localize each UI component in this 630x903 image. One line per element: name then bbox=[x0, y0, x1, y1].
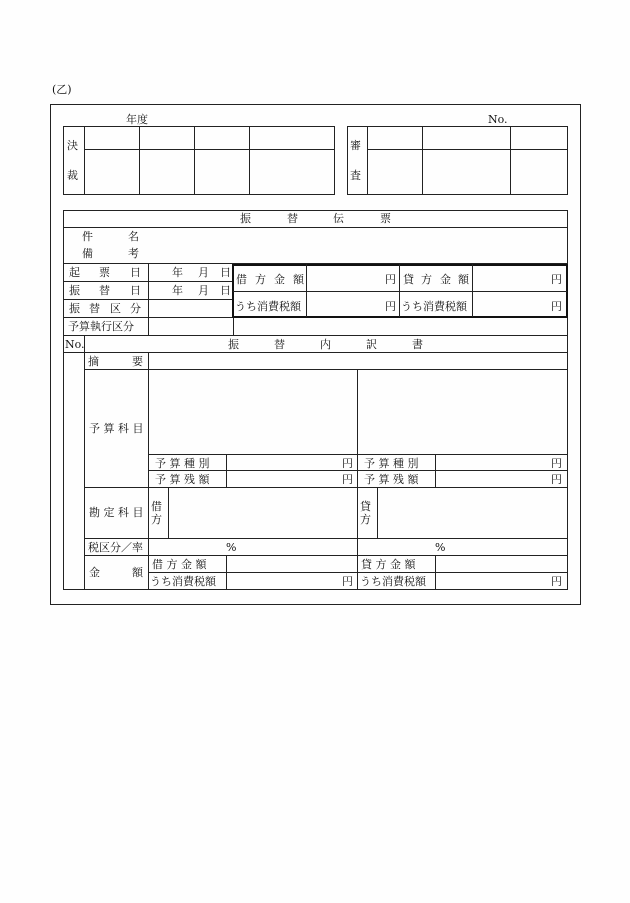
voucher-title-2: 替 bbox=[287, 212, 298, 225]
tax-rate-label: 税区分／率 bbox=[88, 541, 143, 554]
subject-label-2: 名 bbox=[128, 230, 139, 243]
approval-stamp-2[interactable] bbox=[140, 150, 193, 194]
approval-stamp-4[interactable] bbox=[250, 150, 334, 194]
amount-label-2: 額 bbox=[132, 566, 143, 579]
budget-item-credit-field[interactable] bbox=[358, 370, 567, 453]
audit-stamp-3[interactable] bbox=[511, 150, 567, 194]
transfer-category-label-3: 区 bbox=[110, 302, 121, 315]
debit-amount-label-3: 金 bbox=[274, 273, 285, 286]
detail-debit-tax-field[interactable] bbox=[227, 573, 337, 589]
credit-amount-label-4: 額 bbox=[458, 273, 469, 286]
budget-balance-credit-yen: 円 bbox=[551, 473, 562, 486]
credit-amount-yen: 円 bbox=[551, 273, 562, 286]
remarks-field[interactable] bbox=[149, 244, 567, 262]
credit-amount-label-2: 方 bbox=[421, 273, 432, 286]
voucher-title-1: 振 bbox=[240, 212, 251, 225]
approval-label-1: 決 bbox=[67, 139, 78, 152]
account-debit-field[interactable] bbox=[169, 488, 356, 537]
budget-type-credit-yen: 円 bbox=[551, 457, 562, 470]
tax-rate-credit-percent: % bbox=[435, 541, 446, 554]
transfer-category-label-2: 替 bbox=[89, 302, 100, 315]
budget-exec-field[interactable] bbox=[149, 318, 232, 335]
transfer-category-label-1: 振 bbox=[69, 302, 80, 315]
credit-amount-label-3: 金 bbox=[440, 273, 451, 286]
debit-amount-label-2: 方 bbox=[255, 273, 266, 286]
remarks-label-1: 備 bbox=[82, 247, 93, 260]
debit-tax-field[interactable] bbox=[307, 292, 387, 316]
transfer-category-label-4: 分 bbox=[130, 302, 141, 315]
number-label: No. bbox=[488, 113, 508, 126]
tax-rate-debit-percent: % bbox=[226, 541, 237, 554]
budget-item-debit-field[interactable] bbox=[149, 370, 356, 453]
detail-no-label: No. bbox=[65, 338, 85, 351]
account-credit-field[interactable] bbox=[378, 488, 567, 537]
summary-field[interactable] bbox=[149, 353, 567, 369]
budget-type-debit-yen: 円 bbox=[342, 457, 353, 470]
budget-type-label-credit: 予 算 種 別 bbox=[364, 457, 419, 470]
detail-title-1: 振 bbox=[228, 338, 239, 351]
detail-credit-tax-yen: 円 bbox=[551, 575, 562, 588]
budget-exec-label: 予算執行区分 bbox=[68, 320, 134, 333]
transfer-date-label-3: 日 bbox=[130, 284, 141, 297]
subject-label-1: 件 bbox=[82, 230, 93, 243]
approval-stamp-3[interactable] bbox=[195, 150, 248, 194]
transfer-date-month: 月 bbox=[198, 284, 209, 297]
issue-date-field[interactable] bbox=[149, 264, 233, 280]
transfer-date-year: 年 bbox=[172, 284, 183, 297]
budget-balance-debit-yen: 円 bbox=[342, 473, 353, 486]
budget-balance-credit-field[interactable] bbox=[436, 471, 548, 486]
detail-debit-tax-yen: 円 bbox=[342, 575, 353, 588]
credit-tax-field[interactable] bbox=[473, 292, 549, 316]
summary-label-1: 摘 bbox=[88, 355, 99, 368]
debit-amount-yen: 円 bbox=[385, 273, 396, 286]
budget-balance-debit-field[interactable] bbox=[227, 471, 337, 486]
tax-rate-debit-field[interactable] bbox=[149, 539, 224, 554]
issue-date-label-1: 起 bbox=[69, 266, 80, 279]
detail-credit-amount-field[interactable] bbox=[436, 556, 567, 571]
detail-title-4: 訳 bbox=[366, 338, 377, 351]
amount-label-1: 金 bbox=[89, 566, 100, 579]
budget-item-label: 予 算 科 目 bbox=[89, 422, 144, 435]
issue-date-label-3: 日 bbox=[130, 266, 141, 279]
detail-title-2: 替 bbox=[274, 338, 285, 351]
account-debit-label-1: 借 bbox=[151, 500, 162, 513]
account-label: 勘 定 科 目 bbox=[89, 506, 144, 519]
audit-label-2: 査 bbox=[350, 169, 361, 182]
budget-balance-label-debit: 予 算 残 額 bbox=[155, 473, 210, 486]
transfer-date-day: 日 bbox=[220, 284, 231, 297]
budget-type-credit-field[interactable] bbox=[436, 455, 548, 469]
transfer-date-field[interactable] bbox=[149, 282, 233, 298]
approval-label-2: 裁 bbox=[67, 169, 78, 182]
audit-stamp-1[interactable] bbox=[368, 150, 421, 194]
summary-label-2: 要 bbox=[132, 355, 143, 368]
debit-amount-label-4: 額 bbox=[293, 273, 304, 286]
credit-amount-field[interactable] bbox=[473, 265, 549, 290]
budget-type-label-debit: 予 算 種 別 bbox=[155, 457, 210, 470]
detail-debit-amount-field[interactable] bbox=[227, 556, 356, 571]
detail-debit-tax-label: うち消費税額 bbox=[150, 575, 216, 588]
transfer-category-field[interactable] bbox=[149, 300, 233, 316]
detail-title-3: 内 bbox=[320, 338, 331, 351]
budget-balance-label-credit: 予 算 残 額 bbox=[364, 473, 419, 486]
detail-title-5: 書 bbox=[412, 338, 423, 351]
remarks-label-2: 考 bbox=[128, 247, 139, 260]
debit-tax-label: うち消費税額 bbox=[235, 300, 301, 313]
credit-tax-yen: 円 bbox=[551, 300, 562, 313]
transfer-date-label-1: 振 bbox=[69, 284, 80, 297]
audit-label-1: 審 bbox=[350, 139, 361, 152]
detail-credit-tax-label: うち消費税額 bbox=[360, 575, 426, 588]
fiscal-year-label: 年度 bbox=[126, 113, 148, 126]
issue-date-day: 日 bbox=[220, 266, 231, 279]
budget-type-debit-field[interactable] bbox=[227, 455, 337, 469]
transfer-date-label-2: 替 bbox=[99, 284, 110, 297]
account-debit-label-2: 方 bbox=[151, 513, 162, 526]
audit-stamp-2[interactable] bbox=[423, 150, 509, 194]
account-credit-label-1: 貸 bbox=[360, 500, 371, 513]
account-credit-label-2: 方 bbox=[360, 513, 371, 526]
tax-rate-credit-field[interactable] bbox=[358, 539, 433, 554]
detail-credit-amount-label: 貸 方 金 額 bbox=[361, 558, 416, 571]
detail-debit-amount-label: 借 方 金 額 bbox=[152, 558, 207, 571]
detail-credit-tax-field[interactable] bbox=[436, 573, 548, 589]
issue-date-year: 年 bbox=[172, 266, 183, 279]
voucher-title-4: 票 bbox=[380, 212, 391, 225]
debit-amount-label-1: 借 bbox=[236, 273, 247, 286]
debit-amount-field[interactable] bbox=[307, 265, 387, 290]
approval-stamp-1[interactable] bbox=[85, 150, 138, 194]
issue-date-label-2: 票 bbox=[99, 266, 110, 279]
voucher-title-3: 伝 bbox=[333, 212, 344, 225]
subject-field[interactable] bbox=[149, 228, 567, 244]
form-type-label: (乙) bbox=[52, 83, 72, 96]
credit-tax-label: うち消費税額 bbox=[401, 300, 467, 313]
credit-amount-label-1: 貸 bbox=[403, 273, 414, 286]
debit-tax-yen: 円 bbox=[385, 300, 396, 313]
issue-date-month: 月 bbox=[198, 266, 209, 279]
